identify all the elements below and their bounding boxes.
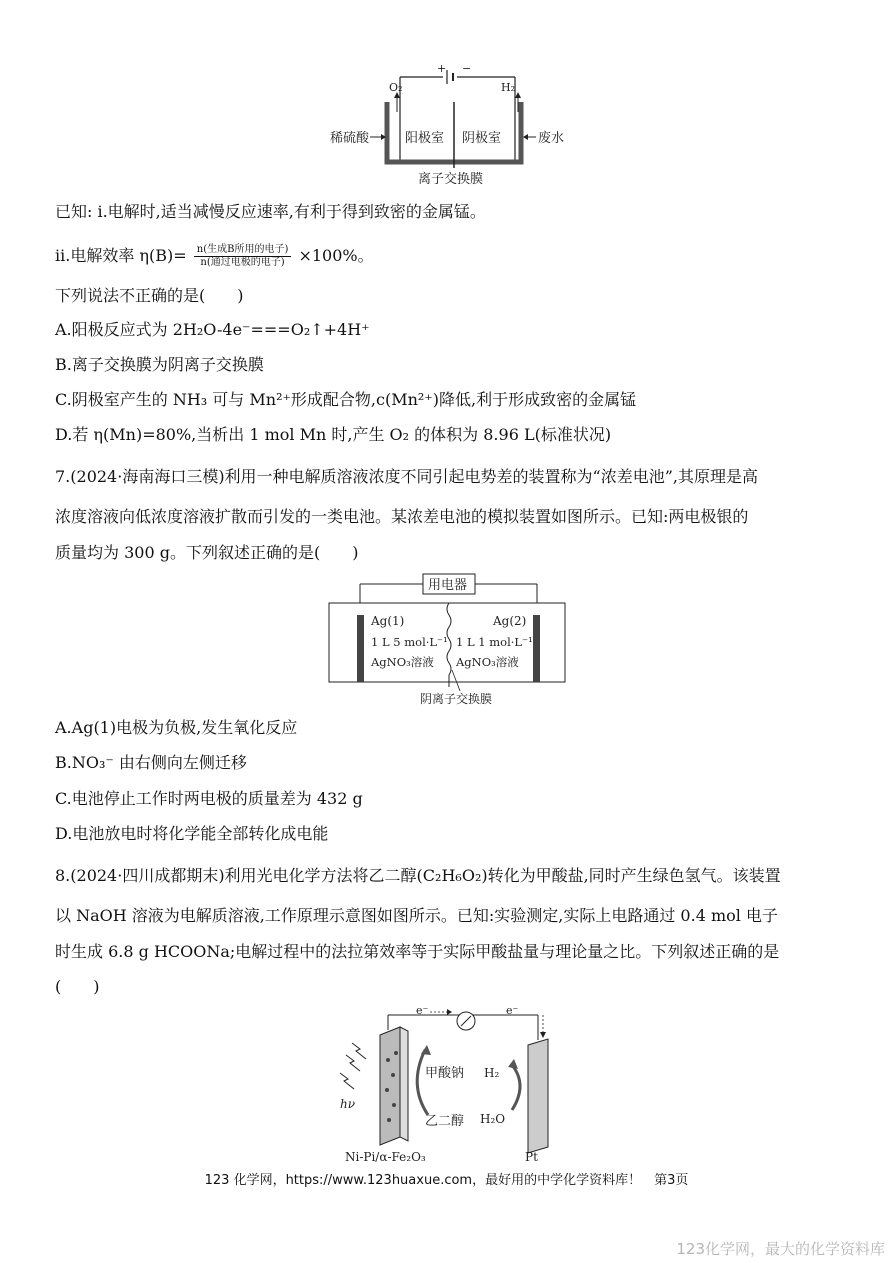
- electron-left-label: e⁻: [416, 1005, 429, 1017]
- q8-stem-line2: 以 NaOH 溶液为电解质溶液,工作原理示意图如图所示。已知:实验测定,实际上电路通过 0.4 mol 电子: [55, 906, 778, 925]
- device-label: 用电器: [428, 578, 468, 593]
- q7-option-a: A.Ag(1)电极为负极,发生氧化反应: [55, 718, 298, 737]
- battery-minus: −: [462, 62, 472, 75]
- q7-option-d: D.电池放电时将化学能全部转化成电能: [55, 824, 329, 843]
- concentration-cell-figure: [325, 570, 570, 710]
- q7-option-b: B.NO₃⁻ 由右侧向左侧迁移: [55, 753, 247, 772]
- photoanode-label: Ni-Pi/α-Fe₂O₃: [345, 1150, 426, 1164]
- h2-label: H₂: [501, 81, 516, 94]
- anode-chamber-label: 阳极室: [405, 131, 445, 146]
- left-solution-label: 稀硫酸: [330, 131, 370, 146]
- watermark: 123化学网，最大的化学资料库: [676, 1240, 885, 1258]
- left-concentration: 1 L 5 mol·L⁻¹: [371, 635, 448, 649]
- o2-label: O₂: [389, 81, 403, 94]
- cathode-chamber-label: 阴极室: [462, 131, 502, 146]
- reactant-label: 乙二醇: [425, 1114, 465, 1129]
- h2-product-label: H₂: [484, 1066, 500, 1080]
- q7-option-c: C.电池停止工作时两电极的质量差为 432 g: [55, 789, 363, 808]
- q7-stem-line1: 7.(2024·海南海口三模)利用一种电解质溶液浓度不同引起电势差的装置称为“浓差电池”,其原理是高: [55, 467, 759, 486]
- electron-right-label: e⁻: [506, 1005, 519, 1017]
- right-solution: AgNO₃溶液: [456, 655, 519, 669]
- cathode-label: Pt: [525, 1150, 538, 1164]
- battery-plus: +: [437, 62, 447, 75]
- electrolysis-cell-figure: [325, 60, 585, 190]
- q8-stem-line3: 时生成 6.8 g HCOONa;电解过程中的法拉第效率等于实际甲酸盐量与理论量之比。下列叙述正确的是: [55, 942, 780, 961]
- page-footer: 123 化学网，https://www.123huaxue.com，最好用的中学化学资料库！ 第3页: [204, 1173, 689, 1188]
- right-concentration: 1 L 1 mol·L⁻¹: [456, 635, 533, 649]
- fraction-denominator: n(通过电极的电子): [200, 257, 285, 268]
- q8-stem-line4: ( ): [55, 977, 100, 996]
- known-ii-prefix: ⅱ.电解效率 η(B)=: [55, 246, 187, 265]
- q6-stem: 下列说法不正确的是( ): [55, 286, 244, 305]
- light-label: hν: [340, 1097, 356, 1111]
- anion-membrane-caption: 阴离子交换膜: [420, 692, 493, 706]
- photoelectrochemical-cell-figure: [330, 1005, 570, 1165]
- left-electrode-label: Ag(1): [371, 614, 405, 628]
- q7-stem-line3: 质量均为 300 g。下列叙述正确的是( ): [55, 543, 359, 562]
- q8-stem-line1: 8.(2024·四川成都期末)利用光电化学方法将乙二醇(C₂H₆O₂)转化为甲酸盐,同时产生绿色氢气。该装置: [55, 866, 781, 885]
- known-ii-suffix: ×100%。: [298, 246, 374, 265]
- known-i: 已知: ⅰ.电解时,适当减慢反应速率,有利于得到致密的金属锰。: [55, 202, 486, 221]
- fraction-numerator: n(生成B所用的电子): [194, 244, 292, 257]
- q6-option-b: B.离子交换膜为阴离子交换膜: [55, 355, 264, 374]
- q7-stem-line2: 浓度溶液向低浓度溶液扩散而引发的一类电池。某浓差电池的模拟装置如图所示。已知:两电极银的: [55, 507, 749, 526]
- efficiency-fraction: [194, 244, 292, 269]
- left-solution: AgNO₃溶液: [371, 655, 434, 669]
- right-electrode-label: Ag(2): [493, 614, 527, 628]
- known-ii: [55, 244, 374, 269]
- q6-option-a: A.阳极反应式为 2H₂O-4e⁻===O₂↑+4H⁺: [55, 320, 370, 339]
- q6-option-d: D.若 η(Mn)=80%,当析出 1 mol Mn 时,产生 O₂ 的体积为 8.96 L(标准状况): [55, 425, 612, 444]
- membrane-caption: 离子交换膜: [418, 172, 484, 187]
- product-label: 甲酸钠: [425, 1066, 465, 1081]
- q6-option-c: C.阴极室产生的 NH₃ 可与 Mn²⁺形成配合物,c(Mn²⁺)降低,利于形成致密的金属锰: [55, 390, 637, 409]
- water-label: H₂O: [480, 1112, 506, 1126]
- right-solution-label: 废水: [538, 131, 565, 146]
